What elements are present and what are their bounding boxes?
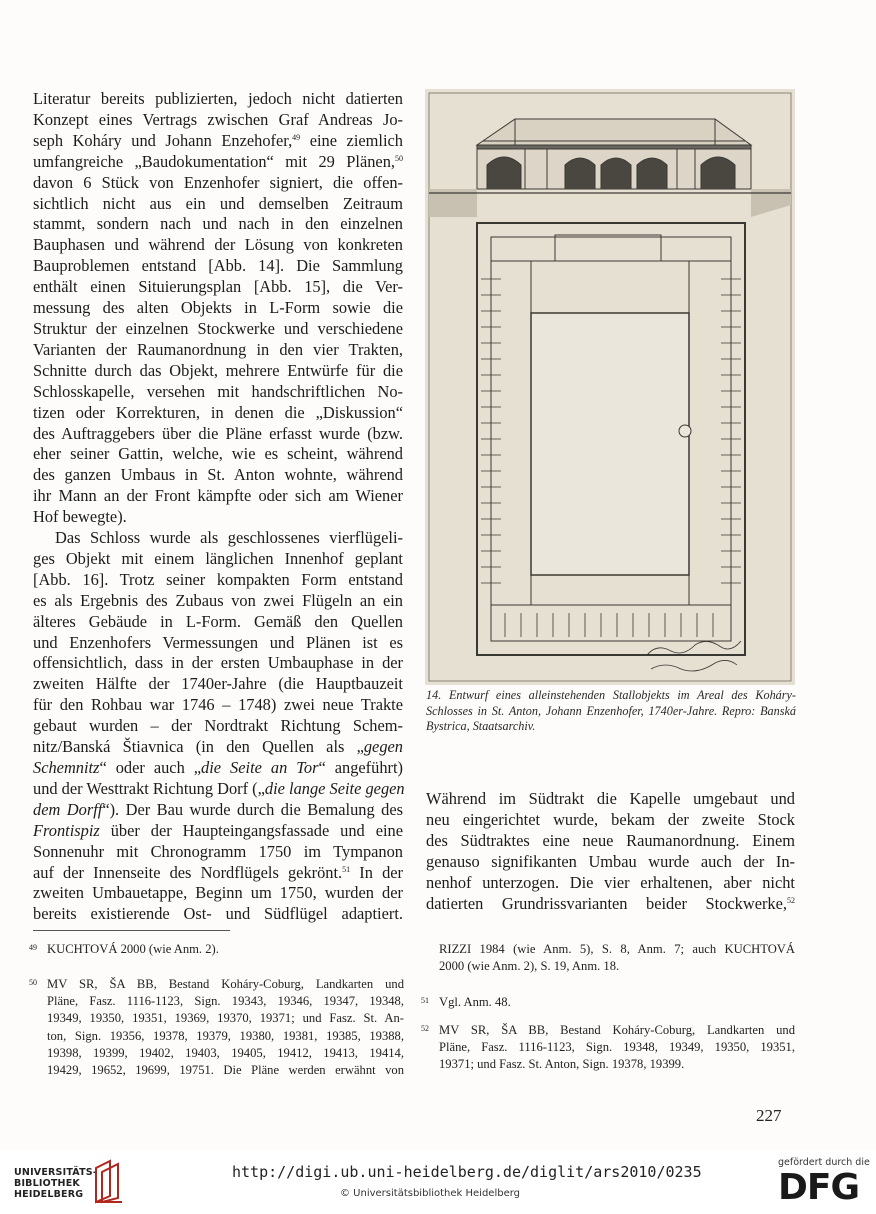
footnote-52 [421,1022,795,1074]
figure-caption [426,688,796,735]
text-line: des ganzen Umbaus in St. Anton wohnte, während [33,465,403,485]
text-line: bereits existierende Ost- und Südflügel adaptiert. [33,904,403,924]
dfg-logo[interactable]: DFG [778,1167,860,1208]
text-line: neu eingerichtet wurde, bekam der zweite Stock [426,809,795,829]
footnote-50 [29,976,404,1079]
text-line: enthält einen Situierungsplan [Abb. 15], die Ver- [33,277,403,297]
text-line: zweiten Umbauetappe, Beginn um 1750, wurden der [33,883,403,903]
text-line: tizen oder Korrekturen, in denen die „Diskussion“ [33,402,403,422]
footnote-49 [29,941,404,958]
footnote-ref-52[interactable]: 52 [787,895,795,905]
library-logo-icon [92,1158,126,1204]
library-line: BIBLIOTHEK [14,1178,80,1189]
text-line: und Enzenhofers Vermessungen und Plänen ist es [33,632,403,652]
text-line: stammt, sondern nach und nach in den einzelnen [33,214,403,234]
text-line: Während im Südtrakt die Kapelle umgebaut und [426,789,795,808]
library-line: UNIVERSITÄTS- [14,1167,97,1178]
footnote-line: Pläne, Fasz. 1116-1123, Sign. 19348, 19349, 19350, 19351, [439,1040,795,1055]
text-line: Sonnenuhr mit Chronogramm 1750 im Tympanon [33,841,403,861]
text-line: gebaut wurden – der Nordtrakt Richtung Schem- [33,716,403,736]
footer-bar [0,1150,876,1214]
funded-by-label: gefördert durch die [778,1157,870,1168]
text-line: messung des alten Objekts in L-Form sowie die [33,298,403,318]
text-line: Literatur bereits publizierten, jedoch nicht datierten [33,89,403,108]
text-line: Frontispiz über der Haupteingangsfassade und eine [33,820,403,840]
text-line: Struktur der einzelnen Stockwerke und verschiedene [33,318,403,338]
footnote-line: 2000 (wie Anm. 2), S. 19, Anm. 18. [439,959,620,974]
footnote-ref-50[interactable]: 50 [395,153,403,163]
permalink-url[interactable]: http://digi.ub.uni-heidelberg.de/diglit/ars2010/0235 [232,1163,702,1181]
text-line: ges Objekt mit einem länglichen Innenhof geplant [33,548,403,568]
left-column-text [33,89,403,925]
text-line: Bauproblemen entstand [Abb. 14]. Die Sammlung [33,256,403,276]
text-line: Schnitte durch das Objekt, mehrere Entwürfe für die [33,360,403,380]
footnote-line: 19398, 19399, 19402, 19403, 19405, 19412, 19413, 19414, [47,1045,404,1060]
footnote-number: 49 [29,943,37,952]
text-line: nitz/Banská Štiavnica (in den Quellen als „gegen [33,737,403,757]
text-line: des Auftraggebers über die Pläne erfasst wurde (bzw. [33,423,403,443]
copyright-notice: © Universitätsbibliothek Heidelberg [340,1188,521,1199]
footnote-number: 50 [29,978,37,987]
text-line: datierten Grundrissvarianten beider Stockwerke,$^{52}$ [426,893,795,913]
right-column-text [426,789,795,914]
footnote-line: MV SR, ŠA BB, Bestand Koháry-Coburg, Landkarten und [47,977,404,991]
text-line: offensichtlich, dass in der ersten Umbauphase in der [33,653,403,673]
text-line: Schlosskapelle, versehen mit handschriftlichen No- [33,381,403,401]
text-line: genauso signifikanten Umbau wurde auch der In- [426,851,795,871]
text-line: nenhof unterzogen. Die vier erhaltenen, aber nicht [426,872,795,892]
text-line: umfangreiche „Baudokumentation“ mit 29 Plänen,$^{50}$ [33,151,403,171]
footnote-line: RIZZI 1984 (wie Anm. 5), S. 8, Anm. 7; auch KUCHTOVÁ [439,942,795,956]
caption-line: 14. Entwurf eines alleinstehenden Stallobjekts im Areal des Koháry- [426,688,796,702]
text-line: älteres Gebäude in L-Form. Gemäß den Quellen [33,611,403,631]
footnote-divider [33,930,230,931]
page-number: 227 [756,1106,782,1125]
text-line: Das Schloss wurde als geschlossenes vierflügeli- [55,528,403,548]
caption-line: Schlosses in St. Anton, Johann Enzenhofer, 1740er-Jahre. Repro: Banská [426,703,796,718]
text-line: dem Dorff“). Der Bau wurde durch die Bemalung des [33,799,403,819]
text-line: Schemnitz“ oder auch „die Seite an Tor“ angeführt) [33,758,403,777]
text-line: es als Ergebnis des Zubaus von zwei Flügeln an ein [33,590,403,610]
stable-plan-drawing [425,89,795,685]
caption-line: Bystrica, Staatsarchiv. [426,719,536,734]
footnote-50-continued [439,941,795,975]
footnote-line: Vgl. Anm. 48. [439,995,511,1009]
text-line: davon 6 Stück von Enzenhofer signiert, die offen- [33,172,403,192]
text-line: [Abb. 16]. Trotz seiner kompakten Form entstand [33,569,403,589]
text-line: sichtlich nicht aus ein und demselben Zeitraum [33,193,403,213]
text-line: Varianten der Raumanordnung in den vier Trakten, [33,339,403,359]
footnote-number: 51 [421,996,429,1005]
text-line: seph Koháry und Johann Enzehofer,$^{49}$ eine ziemlich [33,130,403,150]
library-logo-text[interactable] [14,1167,97,1200]
footnote-line: KUCHTOVÁ 2000 (wie Anm. 2). [47,942,219,956]
figure-stable-plan [425,89,795,685]
text-line: zweiten Hälfte der 1740er-Jahre (die Hauptbauzeit [33,674,403,694]
footnote-number: 52 [421,1024,429,1033]
footnote-line: 19349, 19350, 19351, 19369, 19370, 19371; und Fasz. St. An- [47,1011,404,1026]
library-line: HEIDELBERG [14,1189,84,1200]
footnote-line: MV SR, ŠA BB, Bestand Koháry-Coburg, Landkarten und [439,1023,795,1037]
footnote-ref-51[interactable]: 51 [342,864,351,874]
text-line: Hof bewegte). [33,507,127,527]
footnote-ref-49[interactable]: 49 [292,132,301,142]
footnote-line: 19429, 19652, 19699, 19751. Die Pläne werden erwähnt von [47,1063,404,1078]
text-line: auf der Innenseite des Nordflügels gekrönt.$^{51}$ In der [33,862,403,882]
footnote-51 [421,994,795,1011]
text-line: eher seiner Gattin, welche, wie es scheint, während [33,444,403,464]
text-line: und der Westtrakt Richtung Dorf („die lange Seite gegen [33,778,405,798]
text-line: ihr Mann an der Front kämpfte oder sich am Wiener [33,486,403,506]
text-line: für den Rohbau war 1746 – 1748) zwei neue Trakte [33,695,403,715]
footnote-line: Pläne, Fasz. 1116-1123, Sign. 19343, 19346, 19347, 19348, [47,994,404,1009]
footnote-line: ton, Sign. 19356, 19378, 19379, 19380, 19381, 19385, 19388, [47,1028,404,1043]
text-line: Bauphasen und während der Lösung von konkreten [33,235,403,255]
text-line: Konzept eines Vertrags zwischen Graf Andreas Jo- [33,109,403,129]
footnote-line: 19371; und Fasz. St. Anton, Sign. 19378, 19399. [439,1057,685,1072]
text-line: des Südtraktes eine neue Raumanordnung. Einem [426,830,795,850]
